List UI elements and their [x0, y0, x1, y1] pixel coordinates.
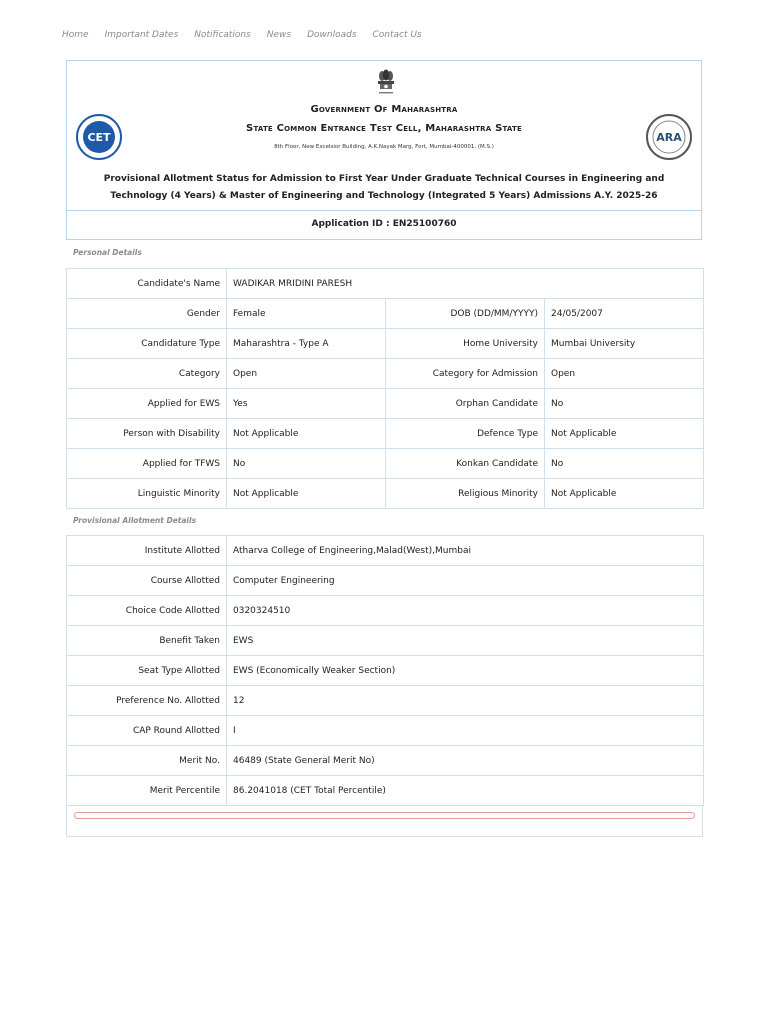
field-label: CAP Round Allotted: [67, 716, 227, 746]
table-row: [67, 686, 704, 716]
table-row: [67, 359, 704, 389]
field-label: Konkan Candidate: [386, 449, 545, 479]
field-value: No: [545, 389, 704, 419]
header-divider: [67, 210, 701, 211]
field-value: Yes: [227, 389, 386, 419]
field-value: I: [227, 716, 704, 746]
field-value: No: [227, 449, 386, 479]
nav-news[interactable]: News: [266, 30, 292, 40]
nav-home[interactable]: Home: [62, 30, 89, 40]
field-value: Not Applicable: [545, 479, 704, 509]
field-label: Defence Type: [386, 419, 545, 449]
field-label: Institute Allotted: [67, 536, 227, 566]
field-value: Not Applicable: [227, 419, 386, 449]
field-label: Merit Percentile: [67, 776, 227, 806]
field-label: Choice Code Allotted: [67, 596, 227, 626]
nav-contact-us[interactable]: Contact Us: [372, 30, 422, 40]
personal-details-table: [66, 268, 704, 509]
cet-cell-title: State Common Entrance Test Cell, Maharashtra State: [246, 123, 522, 134]
cet-cell-address: 8th Floor, New Excelsior Building, A.K.Nayak Marg, Fort, Mumbai-400001. (M.S.): [274, 144, 494, 150]
nav-notifications[interactable]: Notifications: [194, 30, 251, 40]
table-row: [67, 329, 704, 359]
field-label: Benefit Taken: [67, 626, 227, 656]
field-label: Candidature Type: [67, 329, 227, 359]
title-line-1: Provisional Allotment Status for Admission to First Year Under Graduate Technical Courses in Engineering and: [103, 174, 665, 184]
ara-logo: [645, 113, 693, 161]
table-row: [67, 449, 704, 479]
field-value: Open: [227, 359, 386, 389]
field-label: DOB (DD/MM/YYYY): [386, 299, 545, 329]
field-label: Category for Admission: [386, 359, 545, 389]
candidate-name-value: WADIKAR MRIDINI PARESH: [227, 269, 704, 299]
table-row: [67, 746, 704, 776]
field-value: Computer Engineering: [227, 566, 704, 596]
application-id: Application ID : EN25100760: [311, 219, 457, 229]
field-value: No: [545, 449, 704, 479]
allotment-details-heading: Provisional Allotment Details: [73, 516, 197, 525]
table-row: [67, 596, 704, 626]
field-value: EWS: [227, 626, 704, 656]
top-nav: [62, 30, 438, 46]
field-label: Preference No. Allotted: [67, 686, 227, 716]
candidate-name-label: Candidate's Name: [67, 269, 227, 299]
personal-details-heading: Personal Details: [73, 248, 142, 257]
field-label: Applied for EWS: [67, 389, 227, 419]
national-emblem-icon: [375, 67, 397, 97]
table-row: [67, 299, 704, 329]
table-row: [67, 419, 704, 449]
field-label: Religious Minority: [386, 479, 545, 509]
field-value: 86.2041018 (CET Total Percentile): [227, 776, 704, 806]
field-label: Person with Disability: [67, 419, 227, 449]
table-row: [67, 656, 704, 686]
table-row: [67, 566, 704, 596]
allotment-details-table: [66, 535, 704, 806]
header-box: [66, 60, 702, 240]
notice-bar: [74, 812, 695, 819]
field-label: Orphan Candidate: [386, 389, 545, 419]
field-value: 0320324510: [227, 596, 704, 626]
field-label: Applied for TFWS: [67, 449, 227, 479]
table-row: [67, 389, 704, 419]
nav-downloads[interactable]: Downloads: [307, 30, 357, 40]
field-value: EWS (Economically Weaker Section): [227, 656, 704, 686]
field-value: Mumbai University: [545, 329, 704, 359]
title-line-2: Technology (4 Years) & Master of Engineering and Technology (Integrated 5 Years) Admissions A.Y. 2025-26: [110, 191, 658, 201]
field-label: Home University: [386, 329, 545, 359]
government-title: Government Of Maharashtra: [310, 104, 458, 115]
cet-cell-logo: [75, 113, 123, 161]
table-row: [67, 269, 704, 299]
field-value: Not Applicable: [227, 479, 386, 509]
table-row: [67, 479, 704, 509]
field-label: Seat Type Allotted: [67, 656, 227, 686]
field-value: Female: [227, 299, 386, 329]
table-row: [67, 776, 704, 806]
allotment-status-title: [87, 171, 681, 205]
nav-important-dates[interactable]: Important Dates: [104, 30, 179, 40]
table-row: [67, 536, 704, 566]
notice-box: [66, 805, 703, 837]
table-row: [67, 716, 704, 746]
field-value: Maharashtra - Type A: [227, 329, 386, 359]
field-value: 12: [227, 686, 704, 716]
field-value: 46489 (State General Merit No): [227, 746, 704, 776]
field-label: Merit No.: [67, 746, 227, 776]
svg-text:ARA: ARA: [656, 131, 682, 144]
field-label: Category: [67, 359, 227, 389]
field-value: Not Applicable: [545, 419, 704, 449]
field-value: Atharva College of Engineering,Malad(West),Mumbai: [227, 536, 704, 566]
field-value: 24/05/2007: [545, 299, 704, 329]
field-label: Gender: [67, 299, 227, 329]
table-row: [67, 626, 704, 656]
field-label: Linguistic Minority: [67, 479, 227, 509]
field-value: Open: [545, 359, 704, 389]
field-label: Course Allotted: [67, 566, 227, 596]
svg-text:CET: CET: [87, 131, 111, 144]
